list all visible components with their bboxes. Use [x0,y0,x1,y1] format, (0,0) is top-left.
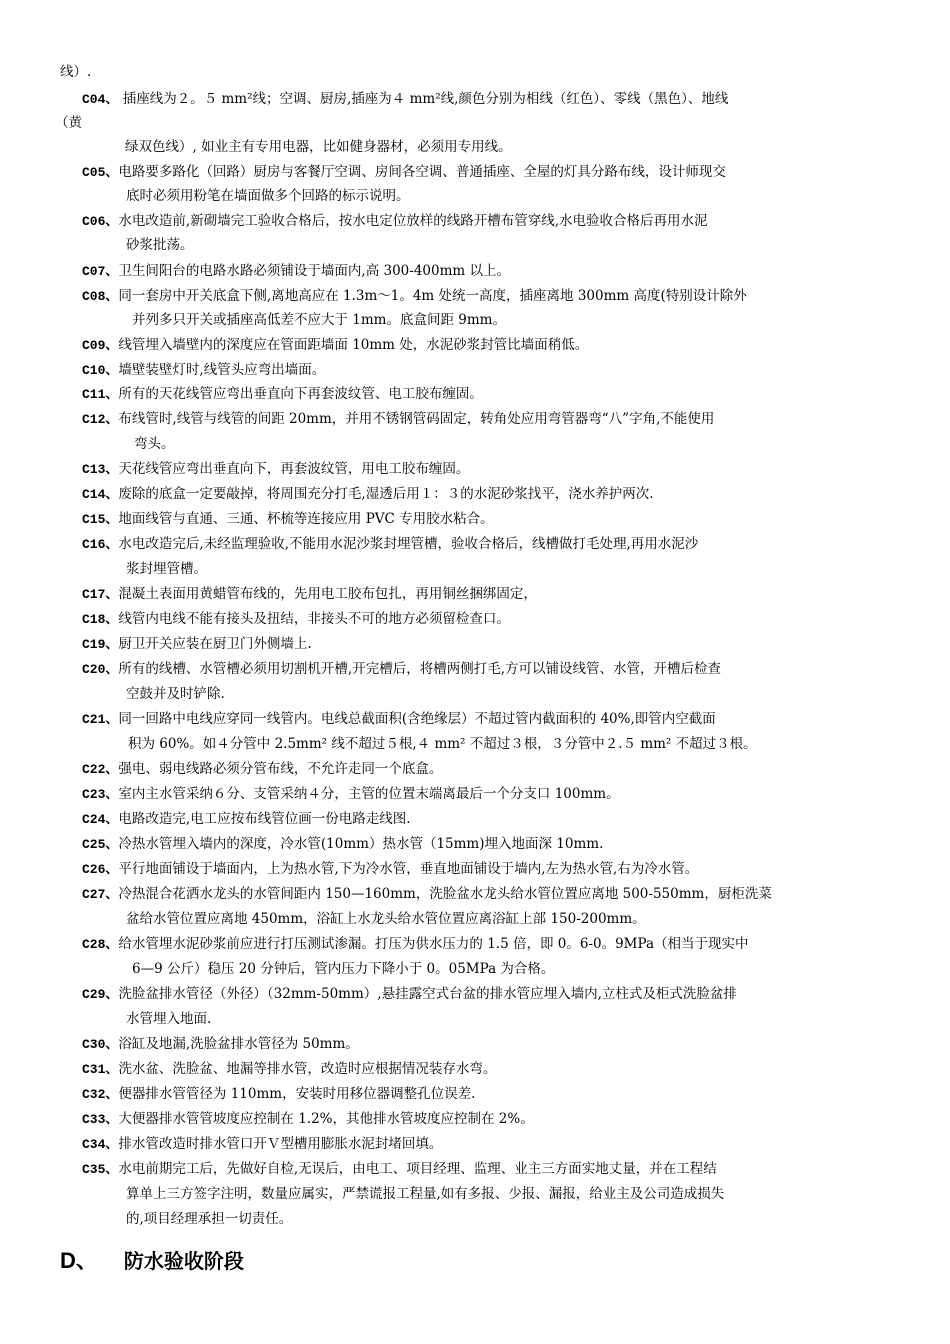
clause-line [82,609,510,630]
continuation-line [126,235,194,255]
clause-code: C04、 [82,92,119,107]
clause-text: 水电改造前,新砌墙完工验收合格后，按水电定位放样的线路开槽布管穿线,水电验收合格后再用水泥 [118,213,708,229]
clause-line [82,1034,359,1055]
section-letter: D、 [60,1248,98,1273]
clause-code: C16、 [82,537,119,552]
clause-code: C15、 [82,512,119,527]
clause-text: 便器排水管管径为 110mm，安装时用移位器调整孔位误差. [118,1086,476,1102]
clause-text: 室内主水管采纳６分、支管采纳４分，主管的位置末端离最后一个分支口 100mm。 [118,786,620,802]
clause-code: C27、 [82,887,119,902]
clause-text: 卫生间阳台的电路水路必须铺设于墙面内,高 300-400mm 以上。 [118,263,510,279]
clause-text: 洗脸盆排水管径（外径）（32mm-50mm）,悬挂露空式台盆的排水管应埋入墙内,立柱式及柜式洗脸盆排 [118,986,737,1002]
clause-text: 所有的天花线管应弯出垂直向下再套波纹管、电工胶布缠固。 [118,386,483,402]
continuation-line [55,113,82,133]
continuation-line [126,684,225,704]
clause-code: C26、 [82,862,119,877]
clause-code: C06、 [82,214,119,229]
clause-text: 同一回路中电线应穿同一线管内。电线总截面积(含绝缘层）不超过管内截面积的 40%,即管内空截面 [118,711,716,727]
clause-code: C13、 [82,462,119,477]
clause-line [82,509,494,530]
clause-code: C28、 [82,937,119,952]
clause-text: 弯头。 [134,436,175,452]
clause-text: 同一套房中开关底盒下侧,离地高应在 1.3m～1。4m 处统一高度，插座离地 300mm 高度(特别设计除外 [118,288,747,304]
clause-line [82,884,772,905]
clause-line [82,709,716,730]
clause-text: 冷热混合花洒水龙头的水管间距内 150—160mm，洗脸盆水龙头给水管位置应离地 500-550mm，厨柜洗菜 [118,886,772,902]
clause-line [82,634,312,655]
clause-line [82,261,510,282]
clause-text: 给水管埋水泥砂浆前应进行打压测试渗漏。打压为供水压力的 1.5 倍，即 0。6-0。9MPa（相当于现实中 [118,936,749,952]
clause-text: 布线管时,线管与线管的间距 20mm，并用不锈钢管码固定，转角处应用弯管器弯“八”字角,不能使用 [118,411,715,427]
clause-text: 混凝土表面用黄蜡管布线的，先用电工胶布包扎，再用铜丝捆绑固定， [118,586,537,602]
clause-code: C18、 [82,612,119,627]
clause-code: C30、 [82,1037,119,1052]
clause-text: 地面线管与直通、三通、杯梳等连接应用 PVC 专用胶水粘合。 [118,511,494,527]
clause-code: C32、 [82,1087,119,1102]
continuation-line [126,1009,211,1029]
clause-line [82,584,537,605]
clause-text: 线管埋入墙壁内的深度应在管面距墙面 10mm 处，水泥砂浆封管比墙面稍低。 [118,337,589,353]
continuation-line [60,62,91,82]
clause-text: 厨卫开关应装在厨卫门外侧墙上. [118,636,312,652]
clause-line [82,809,411,830]
clause-line [82,1059,496,1080]
clause-code: C33、 [82,1112,119,1127]
clause-text: 电路要多路化（回路）厨房与客餐厅空调、房间各空调、普通插座、全屋的灯具分路布线，设计师现交 [118,164,726,180]
clause-line [82,409,714,430]
continuation-line [126,1184,724,1204]
clause-line [82,1109,534,1130]
clause-code: C23、 [82,787,119,802]
clause-code: C29、 [82,987,119,1002]
clause-text: 水电前期完工后，先做好自检,无误后，由电工、项目经理、监理、业主三方面实地丈量，并在工程结 [118,1161,717,1177]
clause-text: 算单上三方签字注明，数量应属实，严禁谎报工程量,如有多报、少报、漏报，给业主及公司造成损失 [126,1186,725,1202]
clause-text: 大便器排水管管坡度应控制在 1.2%，其他排水管坡度应控制在 2%。 [118,1111,534,1127]
clause-line [82,1134,442,1155]
clause-code: C12、 [82,412,119,427]
continuation-line [134,434,175,454]
clause-text: 冷热水管埋入墙内的深度，冷水管(10mm）热水管（15mm)埋入地面深 10mm. [118,836,604,852]
clause-line [82,384,483,405]
clause-text: 6—9 公斤）稳压 20 分钟后，管内压力下降小于 0。05MPa 为合格。 [132,961,555,977]
clause-line [82,834,603,855]
clause-code: C17、 [82,587,119,602]
clause-code: C20、 [82,662,119,677]
clause-code: C09、 [82,338,119,353]
continuation-line [126,186,410,206]
clause-code: C22、 [82,762,119,777]
continuation-line [132,959,554,979]
clause-line [82,211,708,232]
clause-text: 废除的底盒一定要敲掉，将周围充分打毛,湿透后用１：３的水泥砂浆找平，浇水养护两次. [118,486,654,502]
clause-code: C14、 [82,487,119,502]
clause-text: 浆封埋管槽。 [126,561,207,577]
clause-text: 天花线管应弯出垂直向下，再套波纹管，用电工胶布缠固。 [118,461,470,477]
continuation-line [126,559,207,579]
section-heading [60,1244,244,1275]
clause-line [82,534,698,555]
clause-line [82,759,442,780]
clause-text: 所有的线槽、水管槽必须用切割机开槽,开完槽后，将槽两侧打毛,方可以铺设线管、水管，开槽后检查 [118,661,721,677]
clause-line [82,659,721,680]
clause-line [82,984,737,1005]
clause-code: C25、 [82,837,119,852]
clause-line [82,1084,475,1105]
continuation-line [125,137,512,157]
clause-text: 并列多只开关或插座高低差不应大于 1mm。底盒间距 9mm。 [132,312,506,328]
continuation-line [132,310,506,330]
clause-text: 底时必须用粉笔在墙面做多个回路的标示说明。 [126,188,410,204]
clause-text: 线管内电线不能有接头及扭结，非接头不可的地方必须留检查口。 [118,611,510,627]
clause-text: 空鼓并及时铲除. [126,686,225,702]
clause-line [82,162,726,183]
clause-text: 水电改造完后,未经监理验收,不能用水泥沙浆封埋管槽，验收合格后，线槽做打毛处理,再用水泥沙 [118,536,699,552]
clause-text: 水管埋入地面. [126,1011,212,1027]
clause-line [82,1159,717,1180]
clause-text: 平行地面铺设于墙面内，上为热水管,下为冷水管，垂直地面铺设于墙内,左为热水管,右为冷水管。 [118,861,699,877]
continuation-line [126,1209,292,1229]
clause-text: 砂浆批荡。 [126,237,194,253]
clause-code: C34、 [82,1137,119,1152]
clause-code: C19、 [82,637,119,652]
clause-text: 的,项目经理承担一切责任。 [126,1211,293,1227]
clause-line [82,934,749,955]
clause-text: 线）. [60,64,92,80]
continuation-line [128,734,757,754]
clause-line [82,484,654,505]
clause-code: C35、 [82,1162,119,1177]
clause-text: 墙壁装壁灯时,线管头应弯出墙面。 [118,362,326,378]
clause-line [82,286,747,307]
clause-text: 插座线为２。５ mm²线；空调、厨房,插座为４ mm²线,颜色分别为相线（红色）、零线（黑色）、地线 [118,91,729,107]
clause-text: 积为 60%。如４分管中 2.5mm² 线不超过５根,４ mm² 不超过３根，３分管中２.５ mm² 不超过３根。 [128,736,757,752]
clause-text: 浴缸及地漏,洗脸盆排水管径为 50mm。 [118,1036,359,1052]
clause-line [82,335,588,356]
continuation-line [126,909,646,929]
clause-code: C05、 [82,165,119,180]
clause-text: 盆给水管位置应离地 450mm，浴缸上水龙头给水管位置应离浴缸上部 150-200mm。 [126,911,646,927]
clause-text: 排水管改造时排水管口开Ｖ型槽用膨胀水泥封堵回填。 [118,1136,443,1152]
clause-code: C10、 [82,363,119,378]
clause-line [82,459,469,480]
clause-line [82,859,698,880]
clause-code: C07、 [82,264,119,279]
clause-code: C21、 [82,712,119,727]
clause-text: （黄 [55,115,82,131]
clause-text: 电路改造完,电工应按布线管位画一份电路走线图. [118,811,411,827]
clause-code: C24、 [82,812,119,827]
clause-line [82,89,728,110]
clause-code: C08、 [82,289,119,304]
clause-text: 洗水盆、洗脸盆、地漏等排水管，改造时应根据情况装存水弯。 [118,1061,497,1077]
clause-line [82,360,325,381]
clause-line [82,784,620,805]
section-title: 防水验收阶段 [123,1249,244,1273]
clause-code: C31、 [82,1062,119,1077]
clause-code: C11、 [82,387,119,402]
clause-text: 绿双色线）, 如业主有专用电器，比如健身器材，必须用专用线。 [125,139,512,155]
clause-text: 强电、弱电线路必须分管布线，不允许走同一个底盒。 [118,761,443,777]
